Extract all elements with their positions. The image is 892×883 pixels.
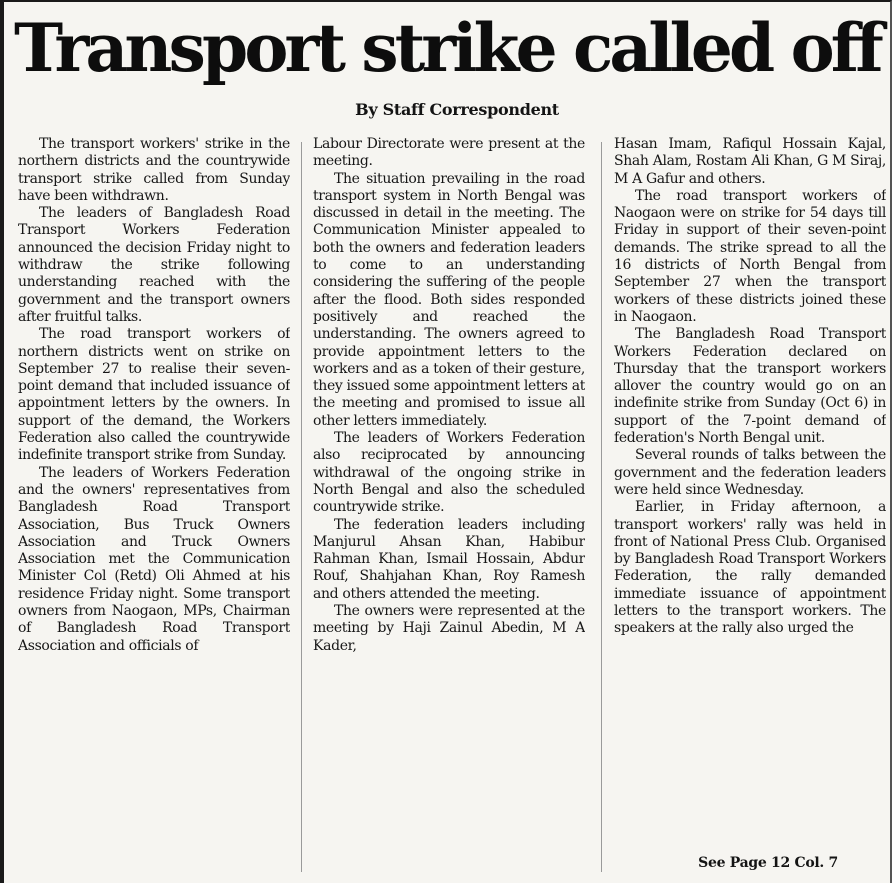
paragraph: Earlier, in Friday afternoon, a transport workers' rally was held in front of National Press Club. Organised by Bangladesh Road Transport Workers Federation, the rally demanded immediate issuance of appointment letters to the transport workers. The speakers at the rally also urged the <box>614 499 886 637</box>
paragraph: The situation prevailing in the road transport system in North Bengal was discussed in detail in the meeting. The Communication Minister appealed to both the owners and federation leaders to come to an understanding considering the suffering of the people after the flood. Both sides responded positively and reached the understanding. The owners agreed to provide appointment letters to the workers and as a token of their gesture, they issued some appointment letters at the meeting and promised to issue all other letters immediately. <box>313 170 585 429</box>
paragraph: The transport workers' strike in the northern districts and the countrywide transport strike called from Sunday have been withdrawn. <box>18 136 290 204</box>
continuation-text: See Page 12 Col. 7 <box>698 855 838 871</box>
paragraph: The road transport workers of northern districts went on strike on September 27 to realise their seven-point demand that included issuance of appointment letters by the owners. In support of the demand, the Workers Federation also called the countrywide indefinite transport strike from Sunday. <box>18 326 290 464</box>
paragraph: Hasan Imam, Rafiqul Hossain Kajal, Shah Alam, Rostam Ali Khan, G M Siraj, M A Gafur and others. <box>614 136 886 187</box>
paragraph: Labour Directorate were present at the meeting. <box>313 136 585 170</box>
paragraph: The leaders of Workers Federation also reciprocated by announcing withdrawal of the ongoing strike in North Bengal and also the scheduled countrywide strike. <box>313 430 585 516</box>
paragraph: The federation leaders including Manjurul Ahsan Khan, Habibur Rahman Khan, Ismail Hossain, Abdur Rouf, Shahjahan Khan, Roy Ramesh and others attended the meeting. <box>313 516 585 602</box>
byline: By Staff Correspondent <box>355 100 559 119</box>
column-rule <box>301 142 302 872</box>
headline: Transport strike called off <box>13 9 880 87</box>
column-rule <box>601 142 602 872</box>
paragraph: The leaders of Bangladesh Road Transport Workers Federation announced the decision Friday night to withdraw the strike following understanding reached with the government and the transport owners after fruitful talks. <box>18 205 290 325</box>
article-column-3 <box>614 136 886 878</box>
paragraph: Several rounds of talks between the government and the federation leaders were held since Wednesday. <box>614 447 886 498</box>
paragraph: The leaders of Workers Federation and the owners' representatives from Bangladesh Road Transport Association, Bus Truck Owners Association and Truck Owners Association met the Communication Minister Col (Retd) Oli Ahmed at his residence Friday night. Some transport owners from Naogaon, MPs, Chairman of Bangladesh Road Transport Association and officials of <box>18 464 290 654</box>
paragraph: The road transport workers of Naogaon were on strike for 54 days till Friday in support of their seven-point demands. The strike spread to all the 16 districts of North Bengal from September 27 when the transport workers of these districts joined these in Naogaon. <box>614 187 886 325</box>
paragraph: The owners were represented at the meeting by Haji Zainul Abedin, M A Kader, <box>313 603 585 654</box>
paragraph: The Bangladesh Road Transport Workers Federation declared on Thursday that the transport workers allover the country would go on an indefinite strike from Sunday (Oct 6) in support of the 7-point demand of federation's North Bengal unit. <box>614 326 886 447</box>
continuation-note <box>614 853 886 877</box>
article-column-2 <box>313 136 585 878</box>
article-column-1 <box>18 136 290 878</box>
